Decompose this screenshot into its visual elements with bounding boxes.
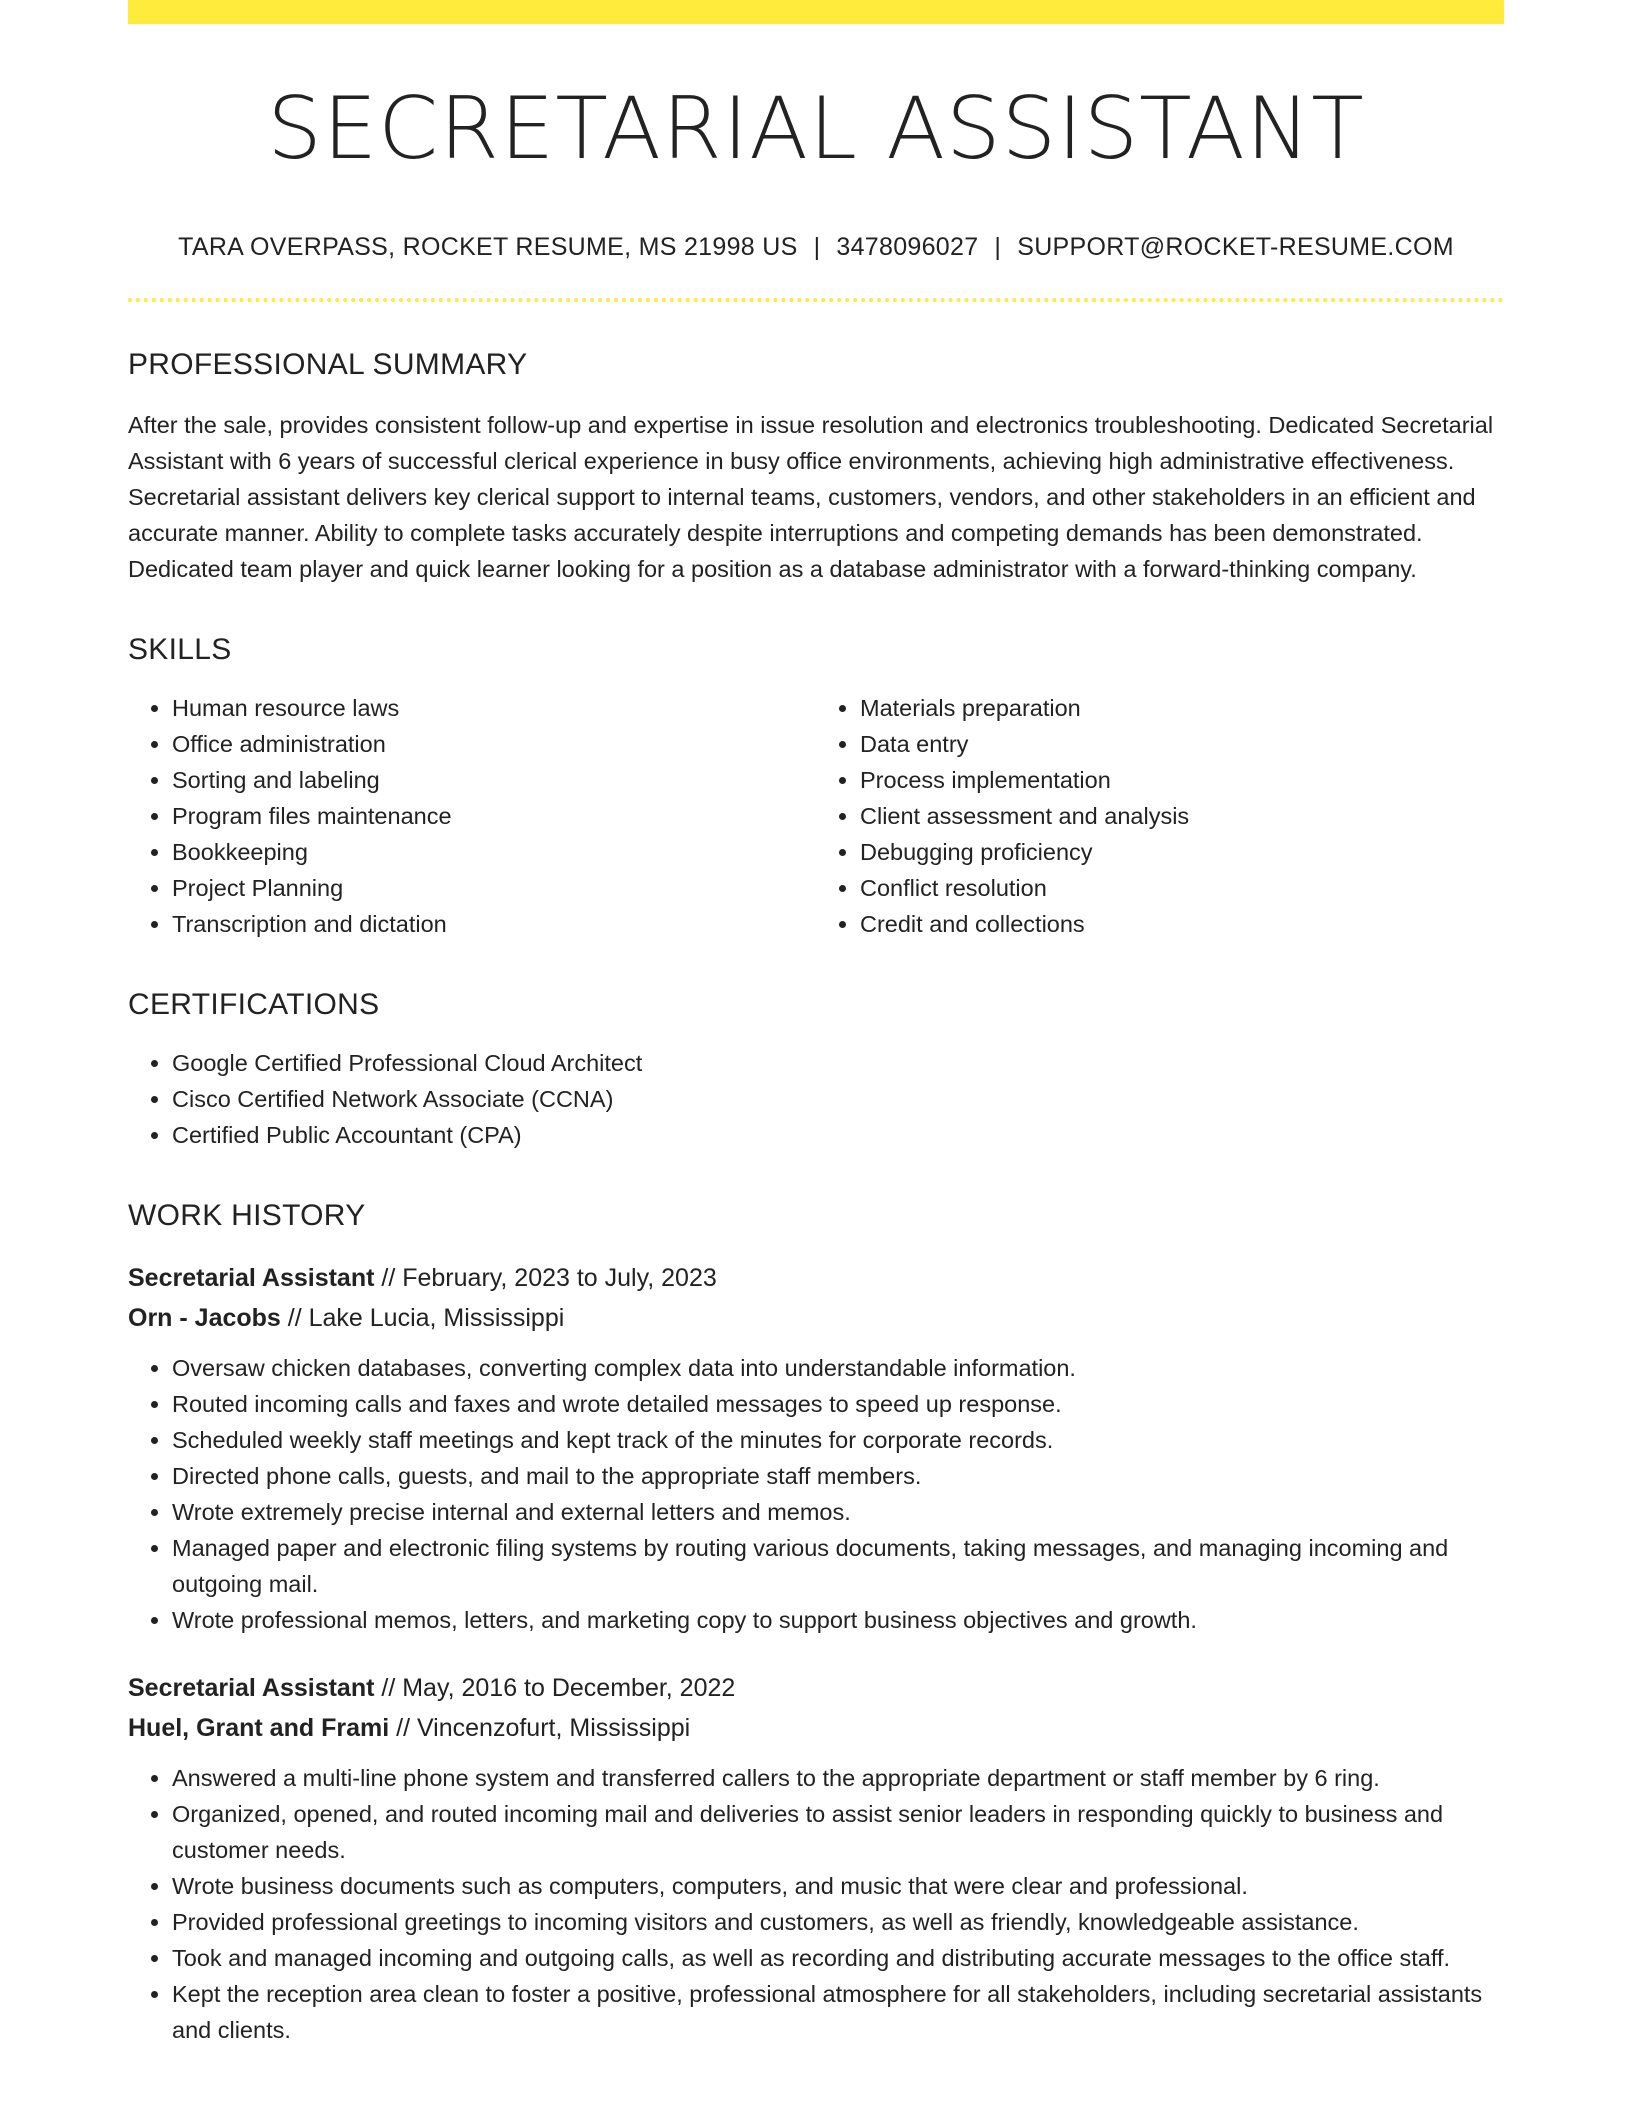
job-bullet: • Scheduled weekly staff meetings and kept track of the minutes for corporate records. — [172, 1422, 1504, 1458]
skill-item: • Client assessment and analysis — [860, 798, 1504, 834]
skill-item: • Data entry — [860, 726, 1504, 762]
job-bullet: • Wrote professional memos, letters, and marketing copy to support business objectives and growth. — [172, 1602, 1504, 1638]
job-dates: // February, 2023 to July, 2023 — [381, 1263, 717, 1292]
job-bullet: • Wrote extremely precise internal and external letters and memos. — [172, 1494, 1504, 1530]
accent-bar — [128, 0, 1504, 24]
summary-heading: PROFESSIONAL SUMMARY — [128, 347, 528, 381]
page-title: SECRETARIAL ASSISTANT — [267, 79, 1365, 179]
job-bullet: • Organized, opened, and routed incoming mail and deliveries to assist senior leaders in responding quickly to business and customer needs. — [172, 1796, 1504, 1868]
job-bullet: • Managed paper and electronic filing systems by routing various documents, taking messages, and managing incoming and outgoing mail. — [172, 1530, 1504, 1602]
job-bullet: • Wrote business documents such as computers, computers, and music that were clear and professional. — [172, 1868, 1504, 1904]
contact-email: SUPPORT@ROCKET-RESUME.COM — [1017, 232, 1454, 261]
dotted-divider — [128, 298, 1504, 302]
job-dates: // May, 2016 to December, 2022 — [381, 1673, 736, 1702]
certification-item: • Certified Public Accountant (CPA) — [172, 1117, 1504, 1153]
contact-separator: | — [994, 232, 1002, 261]
job-bullet: • Answered a multi-line phone system and transferred callers to the appropriate department or staff member by 6 ring. — [172, 1760, 1504, 1796]
contact-address: TARA OVERPASS, ROCKET RESUME, MS 21998 US — [178, 232, 798, 261]
skills-list-right — [816, 690, 1504, 942]
skills-heading: SKILLS — [128, 632, 232, 666]
skill-item: • Conflict resolution — [860, 870, 1504, 906]
contact-line — [128, 233, 1504, 262]
contact-phone: 3478096027 — [836, 232, 979, 261]
skill-item: • Debugging proficiency — [860, 834, 1504, 870]
work-history-heading: WORK HISTORY — [128, 1198, 366, 1232]
job-title-line — [128, 1258, 1504, 1298]
skills-list-left — [128, 690, 816, 942]
certification-item: • Google Certified Professional Cloud Architect — [172, 1045, 1504, 1081]
job-bullet: • Routed incoming calls and faxes and wrote detailed messages to speed up response. — [172, 1386, 1504, 1422]
contact-separator: | — [813, 232, 821, 261]
job-company: Huel, Grant and Frami — [128, 1713, 390, 1742]
job-location: // Vincenzofurt, Mississippi — [396, 1713, 691, 1742]
job-company-line — [128, 1298, 1504, 1338]
skill-item: • Human resource laws — [172, 690, 816, 726]
job-bullets — [128, 1350, 1504, 1638]
job-location: // Lake Lucia, Mississippi — [287, 1303, 565, 1332]
skill-item: • Materials preparation — [860, 690, 1504, 726]
job-bullet: • Oversaw chicken databases, converting complex data into understandable information. — [172, 1350, 1504, 1386]
skill-item: • Office administration — [172, 726, 816, 762]
skill-item: • Process implementation — [860, 762, 1504, 798]
job-company-line — [128, 1708, 1504, 1748]
skill-item: • Project Planning — [172, 870, 816, 906]
skill-item: • Bookkeeping — [172, 834, 816, 870]
job-bullet: • Provided professional greetings to incoming visitors and customers, as well as friendly, knowledgeable assistance. — [172, 1904, 1504, 1940]
job-entry — [128, 1668, 1504, 2048]
job-company: Orn - Jacobs — [128, 1303, 281, 1332]
certification-item: • Cisco Certified Network Associate (CCNA) — [172, 1081, 1504, 1117]
summary-text: After the sale, provides consistent follow-up and expertise in issue resolution and electronics troubleshooting. Dedicated Secretarial Assistant with 6 years of successful clerical experience in busy office environments, achieving high administrative effectiveness. Secretarial assistant delivers key clerical support to internal teams, customers, vendors, and other stakeholders in an efficient and accurate manner. Ability to complete tasks accurately despite interruptions and competing demands has been demonstrated. Dedicated team player and quick learner looking for a position as a database administrator with a forward-thinking company. — [128, 411, 1494, 582]
job-bullet: • Kept the reception area clean to foster a positive, professional atmosphere for all stakeholders, including secretarial assistants and clients. — [172, 1976, 1504, 2048]
job-bullet: • Directed phone calls, guests, and mail to the appropriate staff members. — [172, 1458, 1504, 1494]
job-bullets — [128, 1760, 1504, 2048]
job-title: Secretarial Assistant — [128, 1673, 375, 1702]
skill-item: • Transcription and dictation — [172, 906, 816, 942]
resume-page — [128, 0, 1504, 2048]
job-bullet: • Took and managed incoming and outgoing calls, as well as recording and distributing accurate messages to the office staff. — [172, 1940, 1504, 1976]
skill-item: • Sorting and labeling — [172, 762, 816, 798]
skill-item: • Program files maintenance — [172, 798, 816, 834]
skill-item: • Credit and collections — [860, 906, 1504, 942]
job-title-line — [128, 1668, 1504, 1708]
job-title: Secretarial Assistant — [128, 1263, 375, 1292]
skills-columns — [128, 690, 1504, 942]
job-entry — [128, 1258, 1504, 1638]
certifications-list — [128, 1045, 1504, 1153]
certifications-heading: CERTIFICATIONS — [128, 987, 380, 1021]
